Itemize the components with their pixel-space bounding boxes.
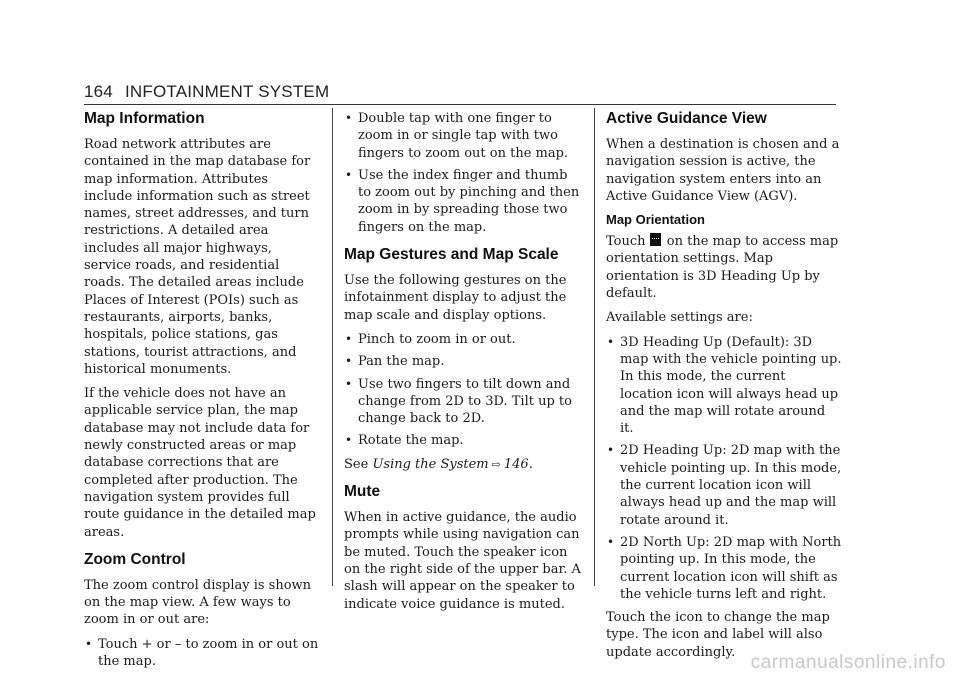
settings-list	[606, 334, 842, 603]
section-title: INFOTAINMENT SYSTEM	[124, 82, 330, 101]
list-item: • Pan the map.	[344, 353, 584, 370]
header-rule	[84, 104, 836, 105]
paragraph: Touch the icon to change the map type. The icon and label will also update accordingly.	[606, 610, 830, 660]
list-item: • Double tap with one finger to zoom in or single tap with two fingers to zoom out on the map.	[344, 110, 584, 162]
reference-link[interactable]: Using the System	[372, 456, 489, 472]
see-label: See	[344, 456, 369, 472]
paragraph: When a destination is chosen and a navigation session is active, the navigation system enters into an Active Guidance View (AGV).	[606, 137, 840, 204]
list-item: • 2D Heading Up: 2D map with the vehicle pointing up. In this mode, the current location icon will always head up and the map will rotate around it.	[606, 442, 842, 528]
zoom-list-continued	[344, 110, 584, 236]
list-item: • 3D Heading Up (Default): 3D map with the vehicle pointing up. In this mode, the current location icon will always head up and the map will rotate around it.	[606, 334, 842, 438]
map-orientation-heading: Map Orientation	[606, 212, 705, 228]
column-2	[344, 110, 584, 620]
map-menu-icon	[650, 233, 661, 246]
column-divider	[332, 108, 333, 586]
zoom-list	[84, 636, 320, 671]
gestures-list	[344, 331, 584, 450]
agv-heading: Active Guidance View	[606, 110, 767, 127]
list-item: • 2D North Up: 2D map with North pointing up. In this mode, the current location icon will shift as the vehicle turns left and right.	[606, 534, 842, 603]
paragraph: Road network attributes are contained in the map database for map information. Attributes include information such as street names, street addresses, and turn restrictions. A detailed area includes all major highways, service roads, and residential roads. The detailed areas include Places of Interest (POIs) such as restaurants, airports, banks, hospitals, police stations, gas stations, tourist attractions, and historical monuments.	[84, 137, 311, 377]
mute-heading: Mute	[344, 483, 381, 501]
page-header	[84, 82, 329, 102]
list-item: • Use two fingers to tilt down and change from 2D to 3D. Tilt up to change back to 2D.	[344, 376, 584, 428]
paragraph: The zoom control display is shown on the map view. A few ways to zoom in or out are:	[84, 577, 312, 628]
page-arrow-icon: ⇨	[491, 457, 501, 471]
map-information-heading: Map Information	[84, 110, 205, 127]
paragraph: When in active guidance, the audio prompts while using navigation can be muted. Touch the speaker icon on the right side of the upper bar. A slash will appear on the speaker to indicate voice guidance is muted.	[344, 510, 581, 612]
list-item: • Use the index finger and thumb to zoom out by pinching and then zoom in by spreading those two fingers on the map.	[344, 167, 584, 236]
orientation-text: on the map to access map orientation settings. Map orientation is 3D Heading Up by default.	[606, 234, 839, 302]
punctuation: .	[528, 456, 533, 472]
list-item: • Touch + or – to zoom in or out on the map.	[84, 636, 320, 671]
reference-page[interactable]: 146	[503, 456, 529, 472]
watermark: carmanualsonline.info	[750, 652, 946, 673]
column-1	[84, 110, 320, 676]
gestures-heading: Map Gestures and Map Scale	[344, 246, 559, 264]
column-3	[606, 110, 842, 668]
cross-reference	[344, 456, 584, 473]
list-item: • Pinch to zoom in or out.	[344, 331, 584, 348]
paragraph: If the vehicle does not have an applicable service plan, the map database may not include data for newly constructed areas or map database corrections that are completed after production. The navigation system provides full route guidance in the detailed map areas.	[84, 386, 316, 540]
page-number: 164	[84, 82, 113, 101]
zoom-control-heading: Zoom Control	[84, 550, 186, 568]
paragraph: Use the following gestures on the infotainment display to adjust the map scale and display options.	[344, 273, 567, 323]
list-item: • Rotate the map.	[344, 432, 584, 449]
paragraph	[606, 233, 842, 302]
column-divider	[594, 108, 595, 586]
paragraph: Available settings are:	[606, 310, 753, 326]
touch-label: Touch	[606, 234, 646, 250]
